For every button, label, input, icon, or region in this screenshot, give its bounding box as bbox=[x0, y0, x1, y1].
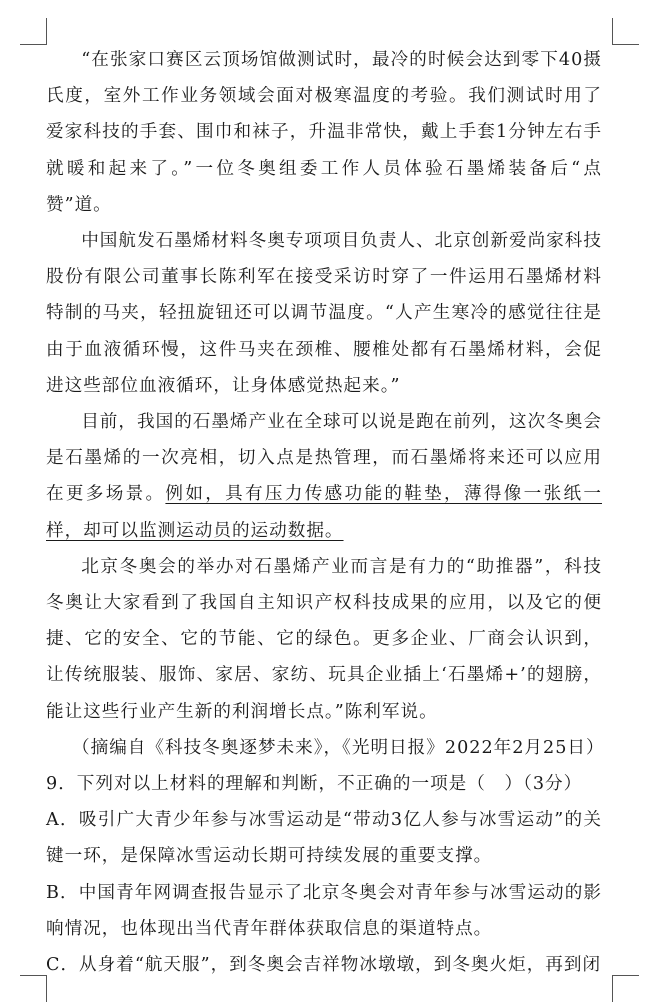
option-c: C．从身着“航天服”，到冬奥会吉祥物冰墩墩，到冬奥火炬，再到闭 bbox=[46, 955, 602, 976]
paragraph-2: 中国航发石墨烯材料冬奥专项项目负责人、北京创新爱尚家科技股份有限公司董事长陈利军在接受采访时穿了一件运用石墨烯材料特制的马夹，轻扭旋钮还可以调节温度。“人产生寒冷的感觉往往是由于血液循环慢，这件马夹在颈椎、腰椎处都有石墨烯材料，会促进这些部位血液循环，让身体感觉热起来。” bbox=[46, 231, 602, 396]
page-corner-mark-bottom-left bbox=[20, 975, 47, 1002]
paragraph-3-text: 目前，我国的石墨烯产业在全球可以说是跑在前列，这次冬奥会是石墨烯的一次亮相，切入点是热管理，而石墨烯将来还可以应用在更多场景。 bbox=[46, 412, 602, 505]
underlined-sentence: 例如，具有压力传感功能的鞋垫，薄得像一张纸一样，却可以监测运动员的运动数据。 bbox=[46, 484, 602, 541]
source-citation: （摘编自《科技冬奥逐梦未来》，《光明日报》2022年2月25日） bbox=[72, 737, 605, 758]
page-corner-mark-top-right bbox=[612, 18, 639, 45]
paragraph-1: “在张家口赛区云顶场馆做测试时，最冷的时候会达到零下40摄氏度，室外工作业务领域会面对极寒温度的考验。我们测试时用了爱家科技的手套、围巾和袜子，升温非常快，戴上手套1分钟左右手就暖和起来了。”一位冬奥组委工作人员体验石墨烯装备后“点赞”道。 bbox=[46, 50, 602, 215]
page-corner-mark-top-left bbox=[20, 18, 47, 45]
option-a: A．吸引广大青少年参与冰雪运动是“带动3亿人参与冰雪运动”的关键一环，是保障冰雪运动长期可持续发展的重要支撑。 bbox=[46, 810, 602, 867]
paragraph-4: 北京冬奥会的举办对石墨烯产业而言是有力的“助推器”，科技冬奥让大家看到了我国自主知识产权科技成果的应用，以及它的便捷、它的安全、它的节能、它的绿色。更多企业、厂商会认识到，让传统服装、服饰、家居、家纺、玩具企业插上‘石墨烯+’的翅膀，能让这些行业产生新的利润增长点。”陈利军说。 bbox=[46, 556, 602, 722]
question-9-stem: 9．下列对以上材料的理解和判断，不正确的一项是（ ）（3分） bbox=[46, 774, 583, 795]
document-body bbox=[46, 42, 605, 983]
paragraph-3 bbox=[46, 404, 602, 549]
page-corner-mark-bottom-right bbox=[612, 975, 639, 1002]
option-b: B．中国青年网调查报告显示了北京冬奥会对青年参与冰雪运动的影响情况，也体现出当代青年群体获取信息的渠道特点。 bbox=[46, 882, 602, 939]
